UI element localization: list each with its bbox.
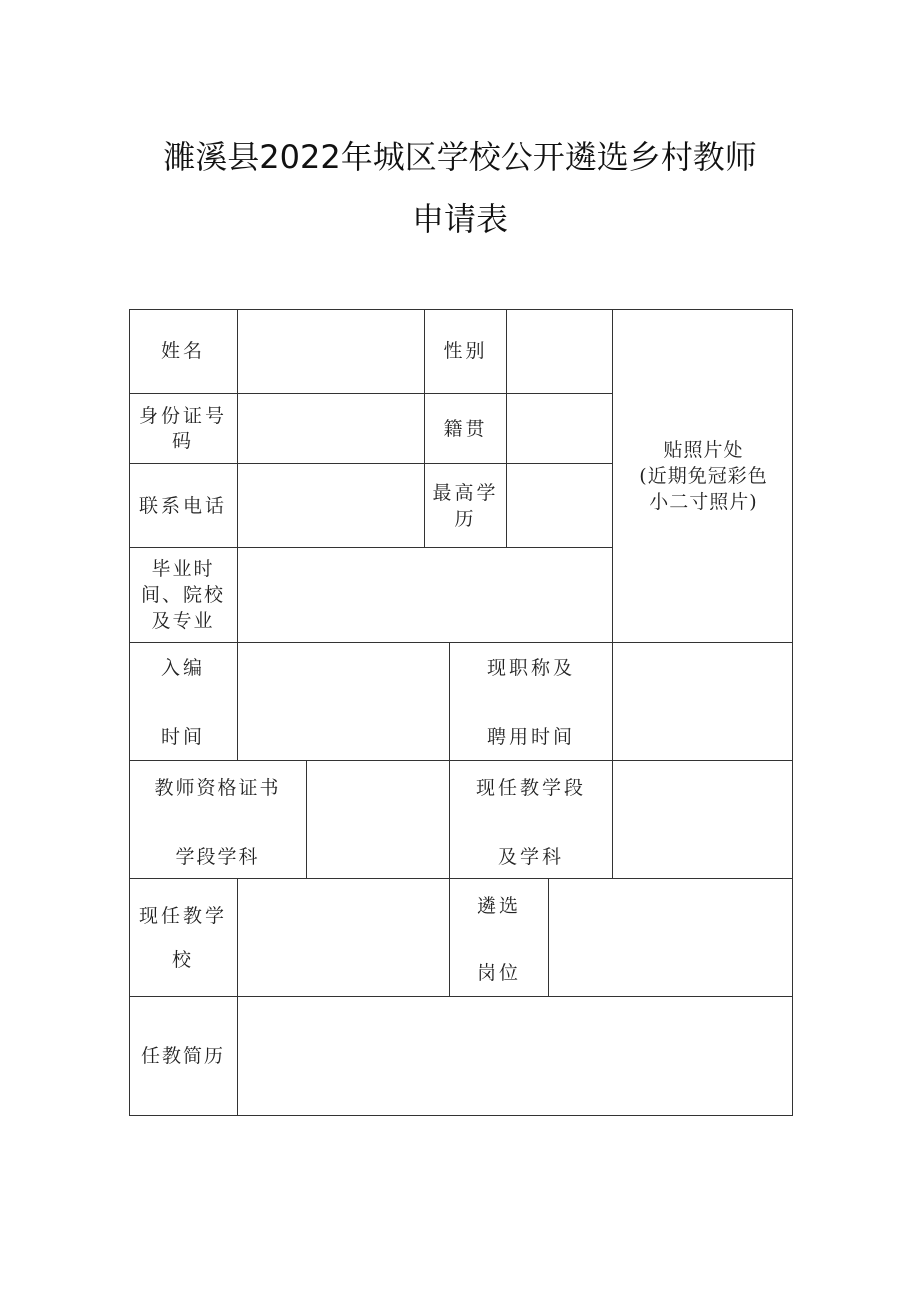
application-form-table — [129, 309, 793, 1116]
current-teaching-label — [450, 761, 612, 878]
name-label — [129, 309, 237, 393]
education-field[interactable] — [507, 464, 612, 547]
current-school-label-line-2: 校 — [171, 948, 194, 971]
certificate-label-line-1: 教师资格证书 — [154, 777, 281, 799]
current-teaching-label-line-1: 现任教学段 — [475, 777, 586, 799]
name-field[interactable] — [238, 309, 424, 393]
gender-label — [425, 309, 506, 393]
native-place-field[interactable] — [507, 394, 612, 463]
phone-label-text: 联系电话 — [138, 494, 227, 517]
current-teaching-label-line-2: 及学科 — [497, 846, 564, 868]
table-border-right — [792, 309, 793, 1116]
graduation-label-line-2: 间、院校 — [140, 584, 225, 606]
selection-post-field[interactable] — [549, 879, 792, 996]
current-school-label-line-1: 现任教学 — [138, 904, 227, 927]
entry-time-field[interactable] — [238, 643, 449, 760]
current-title-field[interactable] — [613, 643, 792, 760]
photo-label-line-1: 贴照片处 — [663, 438, 744, 461]
entry-time-label-line-1: 入编 — [160, 657, 205, 679]
education-label-line-1: 最高学 — [432, 481, 499, 504]
teaching-history-field[interactable] — [238, 997, 792, 1115]
photo-label-line-2: (近期免冠彩色 — [639, 464, 768, 487]
id-number-field[interactable] — [238, 394, 424, 463]
id-number-label-line-2: 码 — [171, 429, 194, 452]
photo-label-line-3: 小二寸照片) — [649, 490, 758, 513]
certificate-label-line-2: 学段学科 — [175, 846, 260, 868]
current-title-label-line-1: 现职称及 — [486, 657, 575, 679]
certificate-label — [129, 761, 306, 878]
document-title-line-1: 濉溪县2022年城区学校公开遴选乡村教师 — [163, 138, 757, 176]
current-school-field[interactable] — [238, 879, 449, 996]
graduation-label-line-1: 毕业时 — [151, 558, 215, 580]
native-place-label-text: 籍贯 — [443, 417, 488, 440]
current-school-label — [129, 879, 237, 996]
education-label — [425, 464, 506, 547]
phone-label — [129, 464, 237, 547]
selection-post-label-line-1: 遴选 — [476, 895, 521, 917]
entry-time-label-line-2: 时间 — [160, 726, 205, 748]
id-number-label — [129, 394, 237, 463]
current-teaching-field[interactable] — [613, 761, 792, 878]
id-number-label-line-1: 身份证号 — [138, 404, 227, 427]
education-label-line-2: 历 — [454, 507, 477, 530]
graduation-label-line-3: 及专业 — [151, 610, 215, 632]
table-border-bottom — [129, 1115, 793, 1116]
graduation-label — [129, 548, 237, 642]
current-title-label — [450, 643, 612, 760]
phone-field[interactable] — [238, 464, 424, 547]
graduation-field[interactable] — [238, 548, 612, 642]
teaching-history-label — [129, 997, 237, 1115]
current-title-label-line-2: 聘用时间 — [486, 726, 575, 748]
teaching-history-label-text: 任教简历 — [140, 1045, 225, 1067]
selection-post-label — [450, 879, 548, 996]
entry-time-label — [129, 643, 237, 760]
selection-post-label-line-2: 岗位 — [476, 962, 521, 984]
native-place-label — [425, 394, 506, 463]
certificate-field[interactable] — [307, 761, 449, 878]
gender-field[interactable] — [507, 309, 612, 393]
photo-placeholder[interactable] — [613, 309, 792, 642]
name-label-text: 姓名 — [160, 340, 205, 362]
gender-label-text: 性别 — [443, 340, 488, 362]
document-title-line-2: 申请表 — [411, 200, 508, 238]
